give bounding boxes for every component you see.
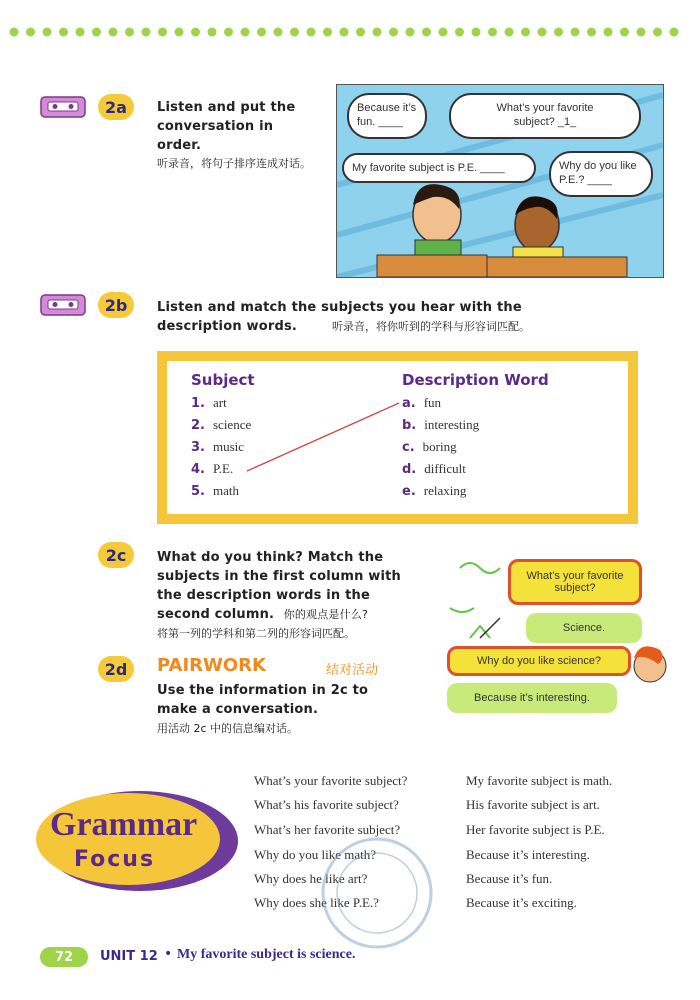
border-dot bbox=[604, 28, 613, 37]
border-dot bbox=[455, 28, 464, 37]
bubble-text: What’s your favorite bbox=[496, 102, 594, 114]
instruction-line: What do you think? Match the bbox=[157, 550, 384, 565]
item-text: interesting bbox=[424, 417, 480, 432]
footer-bullet: • bbox=[164, 946, 173, 962]
item-number: 3. bbox=[191, 440, 205, 455]
section-badge-2c: 2c bbox=[98, 542, 134, 568]
section-badge-2a: 2a bbox=[98, 94, 134, 120]
instruction-line bbox=[157, 605, 401, 624]
top-dotted-border bbox=[0, 22, 700, 42]
instruction-line: conversation in bbox=[157, 119, 274, 134]
item-text: art bbox=[212, 395, 227, 410]
watermark-stamp bbox=[318, 834, 436, 952]
border-dot bbox=[191, 28, 200, 37]
instruction-cn-2b: 听录音，将你听到的学科与形容词匹配。 bbox=[332, 320, 530, 333]
item-letter: e. bbox=[402, 484, 416, 499]
border-dot bbox=[109, 28, 118, 37]
bubble-text: P.E.? ____ bbox=[559, 174, 613, 186]
instruction-line: Use the information in 2c to bbox=[157, 683, 369, 698]
instruction-line: make a conversation. bbox=[157, 702, 319, 717]
speech-bubble: My favorite subject is P.E. ____ bbox=[342, 153, 536, 183]
item-text: math bbox=[212, 483, 239, 498]
grammar-question: Why does he like art? bbox=[254, 871, 368, 886]
border-dot bbox=[587, 28, 596, 37]
item-number: 5. bbox=[191, 484, 205, 499]
border-dot bbox=[356, 28, 365, 37]
border-dot bbox=[422, 28, 431, 37]
instruction-cn-2d: 用活动 2c 中的信息编对话。 bbox=[157, 722, 299, 735]
match-panel-inner bbox=[167, 361, 628, 514]
instruction-text: second column. bbox=[157, 607, 275, 622]
instruction-line: Listen and put the bbox=[157, 100, 296, 115]
border-dot bbox=[571, 28, 580, 37]
grammar-question: Why does she like P.E.? bbox=[254, 895, 379, 910]
border-dot bbox=[257, 28, 266, 37]
focus-title: Focus bbox=[74, 847, 156, 872]
border-dot bbox=[43, 28, 52, 37]
item-text: P.E. bbox=[212, 461, 234, 476]
border-dot bbox=[158, 28, 167, 37]
item-letter: a. bbox=[402, 396, 416, 411]
section-badge-2d: 2d bbox=[98, 656, 134, 682]
pairwork-title: PAIRWORK bbox=[157, 655, 266, 676]
item-letter: c. bbox=[402, 440, 415, 455]
border-dot bbox=[521, 28, 530, 37]
grammar-question: Why do you like math? bbox=[254, 847, 377, 862]
speech-bubble bbox=[449, 93, 641, 139]
grammar-question: What’s his favorite subject? bbox=[254, 797, 399, 812]
grammar-answer: His favorite subject is art. bbox=[466, 797, 600, 812]
border-dot bbox=[274, 28, 283, 37]
instruction-cn-2c-line2: 将第一列的学科和第二列的形容词匹配。 bbox=[157, 627, 355, 640]
border-dot bbox=[92, 28, 101, 37]
border-dot bbox=[653, 28, 662, 37]
border-dot bbox=[241, 28, 250, 37]
item-text: science bbox=[212, 417, 252, 432]
border-dot bbox=[307, 28, 316, 37]
grammar-answer: Because it’s fun. bbox=[466, 871, 553, 886]
border-dot bbox=[488, 28, 497, 37]
border-dot bbox=[10, 28, 19, 37]
instruction-cn-2c: 你的观点是什么? bbox=[283, 608, 369, 621]
border-dot bbox=[637, 28, 646, 37]
item-text: music bbox=[212, 439, 245, 454]
match-line bbox=[167, 361, 628, 514]
border-dot bbox=[208, 28, 217, 37]
border-dot bbox=[439, 28, 448, 37]
border-dot bbox=[538, 28, 547, 37]
cassette-icon bbox=[40, 94, 86, 120]
grammar-question: What’s your favorite subject? bbox=[254, 773, 408, 788]
item-text: difficult bbox=[424, 461, 466, 476]
border-dot bbox=[142, 28, 151, 37]
item-text: relaxing bbox=[423, 483, 467, 498]
instruction-cn-2a: 听录音，将句子排序连成对话。 bbox=[157, 157, 311, 170]
bubble-text: fun. ____ bbox=[357, 116, 403, 128]
section-badge-2b: 2b bbox=[98, 292, 134, 318]
speech-bubble bbox=[549, 151, 653, 197]
item-text: fun bbox=[423, 395, 442, 410]
item-letter: d. bbox=[402, 462, 417, 477]
border-dot bbox=[175, 28, 184, 37]
border-dot bbox=[340, 28, 349, 37]
border-dot bbox=[620, 28, 629, 37]
instruction-2b-line2: description words. bbox=[157, 319, 298, 334]
border-dot bbox=[472, 28, 481, 37]
subject-header: Subject bbox=[191, 371, 255, 389]
item-text: boring bbox=[422, 439, 457, 454]
border-dot bbox=[406, 28, 415, 37]
instruction-2a bbox=[157, 98, 295, 155]
pairwork-title-cn: 结对活动 bbox=[326, 663, 379, 678]
unit-label: UNIT 12 bbox=[100, 949, 158, 964]
border-dot bbox=[125, 28, 134, 37]
border-dot bbox=[59, 28, 68, 37]
item-number: 2. bbox=[191, 418, 205, 433]
instruction-line: subjects in the first column with bbox=[157, 569, 402, 584]
item-number: 4. bbox=[191, 462, 205, 477]
border-dot bbox=[373, 28, 382, 37]
instruction-line: order. bbox=[157, 138, 202, 153]
instruction-2b: Listen and match the subjects you hear with the bbox=[157, 300, 522, 315]
grammar-answer: Because it’s exciting. bbox=[466, 895, 577, 910]
grammar-answer: Her favorite subject is P.E. bbox=[466, 822, 605, 837]
bubble-text: subject? _1_ bbox=[513, 116, 577, 128]
border-dot bbox=[323, 28, 332, 37]
dialogue-bubble: Science. bbox=[526, 613, 642, 643]
border-dot bbox=[26, 28, 35, 37]
border-dot bbox=[389, 28, 398, 37]
instruction-2c bbox=[157, 548, 401, 624]
border-dot bbox=[224, 28, 233, 37]
border-dot bbox=[505, 28, 514, 37]
grammar-answer: Because it’s interesting. bbox=[466, 847, 590, 862]
dialogue-bubble: Why do you like science? bbox=[447, 646, 631, 676]
border-dot bbox=[290, 28, 299, 37]
unit-title: My favorite subject is science. bbox=[177, 947, 356, 962]
border-dot bbox=[76, 28, 85, 37]
cassette-icon bbox=[40, 292, 86, 318]
instruction-line: the description words in the bbox=[157, 588, 370, 603]
speech-bubble bbox=[347, 93, 427, 139]
match-panel bbox=[157, 351, 638, 524]
bubble-text: Why do you like bbox=[559, 160, 637, 172]
dialogue-bubble: What’s your favorite subject? bbox=[508, 559, 642, 605]
description-header: Description Word bbox=[402, 371, 549, 389]
border-dot bbox=[554, 28, 563, 37]
cartoon-illustration bbox=[336, 84, 664, 278]
border-dot bbox=[670, 28, 679, 37]
item-number: 1. bbox=[191, 396, 205, 411]
grammar-title: Grammar bbox=[50, 806, 198, 843]
bubble-text: Because it’s bbox=[357, 102, 417, 114]
grammar-question: What’s her favorite subject? bbox=[254, 822, 401, 837]
item-letter: b. bbox=[402, 418, 417, 433]
instruction-2d bbox=[157, 681, 368, 719]
dialogue-bubble: Because it’s interesting. bbox=[447, 683, 617, 713]
grammar-answer: My favorite subject is math. bbox=[466, 773, 613, 788]
page-number: 72 bbox=[40, 947, 88, 967]
